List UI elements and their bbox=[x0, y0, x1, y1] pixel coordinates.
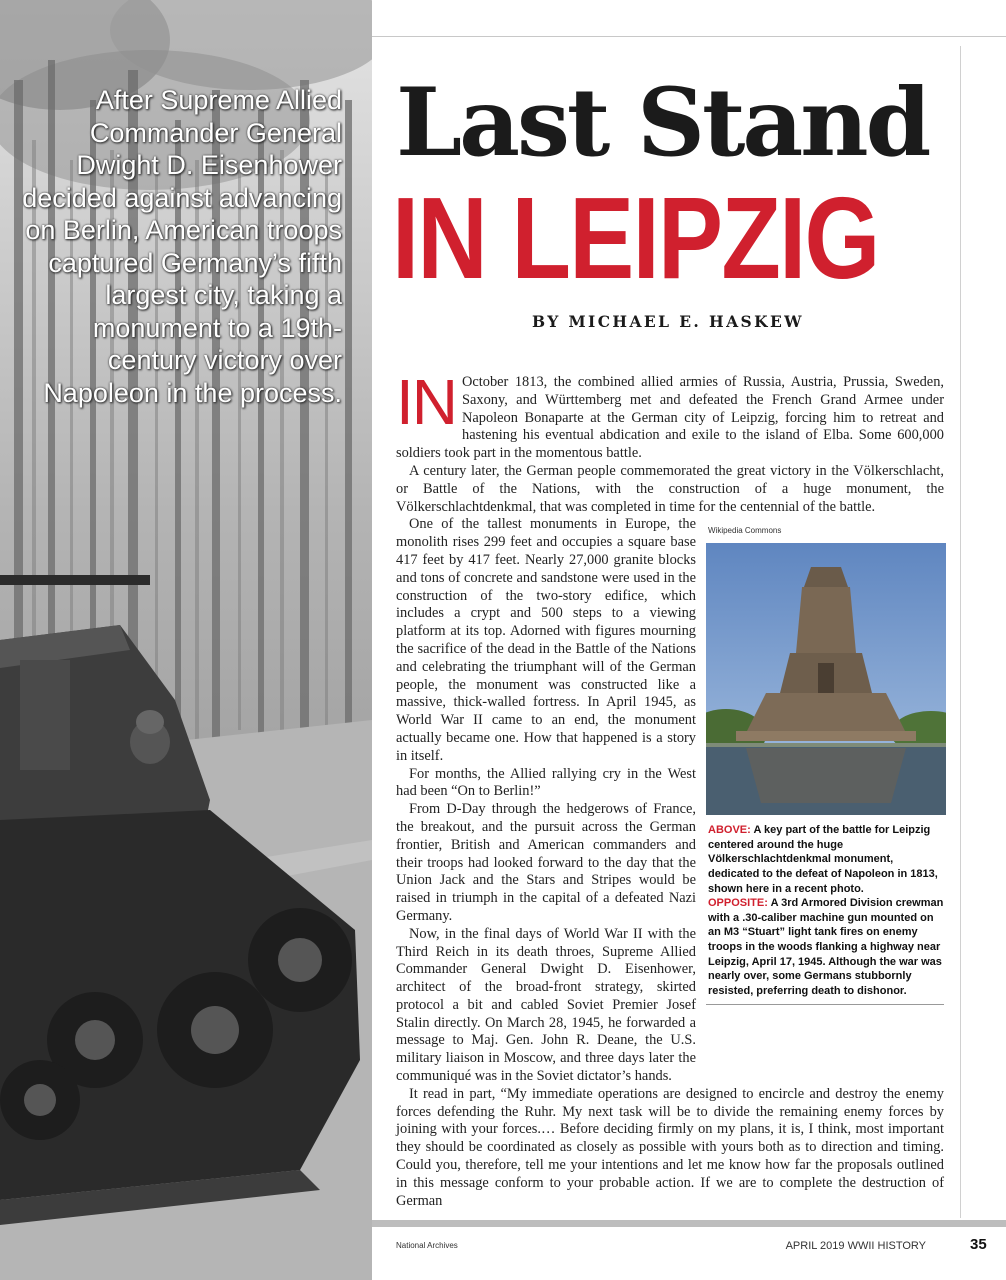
article-paragraph-1-text: October 1813, the combined allied armies of Russia, Austria, Prussia, Sweden, Saxony, and Württemberg met and defeated the French Grand Armee under Napoleon Bonaparte at the German city of Leipzig, forcing him to retreat and hastening his eventual abdication and exile to the island of Elba. Some 600,000 soldiers took part in the momentous battle. bbox=[396, 374, 944, 462]
article-paragraph-6: Now, in the final days of World War II with the Third Reich in its death throes, Supreme Allied Commander General Dwight D. Eisenhower, architect of the broad-front strategy, skirted protocol a bit and cabled Soviet Premier Josef Stalin directly. On March 28, 1945, he forwarded a message to Maj. Gen. John R. Deane, the U.S. military liaison in Moscow, and three days later the communiqué was in the Soviet dictator’s hands. bbox=[396, 925, 696, 1085]
caption-rule bbox=[706, 1004, 944, 1005]
issue-date: APRIL 2019 bbox=[785, 1240, 845, 1252]
caption-above-text: A key part of the battle for Leipzig centered around the huge Völkerschlachtdenkmal monument, dedicated to the defeat of Napoleon in 1813, shown here in a recent photo. bbox=[708, 824, 938, 895]
caption-opposite-text: A 3rd Armored Division crewman with a .30-caliber machine gun mounted on an M3 “Stuart” light tank fires on enemy troops in the woods flanking a highway near Leipzig, April 17, 1945. Although the war was nearly over, some Germans stubbornly resisted, preferring death to dishonor. bbox=[708, 897, 944, 997]
pull-quote-blurb: After Supreme Allied Commander General Dwight D. Eisenhower decided against advancing on Berlin, American troops captured Germany’s fifth largest city, taking a monument to a 19th-century victory over Napoleon in the process. bbox=[22, 85, 342, 408]
caption-opposite-label: OPPOSITE: bbox=[708, 897, 768, 910]
headline-line-1: Last Stand bbox=[396, 68, 929, 178]
article-paragraph-7: It read in part, “My immediate operations are designed to encircle and destroy the enemy forces defending the Ruhr. My next task will be to divide the remaining enemy forces by joining with your forces.… Before deciding firmly on my plans, it is, I think, most important they should be coordinated as closely as possible with yours both as to direction and timing. Could you, therefore, tell me your intentions and let me know how far the proposals outlined in this message conform to your probable action. If we are to complete the destruction of German bbox=[396, 1085, 944, 1209]
figure-monument bbox=[706, 522, 944, 1052]
magazine-name: WWII HISTORY bbox=[847, 1240, 926, 1252]
drop-cap: IN bbox=[396, 366, 456, 438]
monument-photo bbox=[706, 543, 946, 815]
headline-line-2: IN LEIPZIG bbox=[392, 173, 879, 303]
article-paragraph-1 bbox=[396, 366, 944, 463]
right-rule bbox=[960, 46, 961, 1218]
opposite-photo bbox=[0, 0, 372, 1280]
article-body bbox=[396, 366, 944, 1210]
top-rule bbox=[372, 36, 1006, 37]
article-paragraph-5: From D-Day through the hedgerows of France, the breakout, and the pursuit across the German frontier, British and American commanders and their troops had looked forward to the day that the Union Jack and the Stars and Stripes would be raised in triumph in the capital of a defeated Nazi Germany. bbox=[396, 801, 696, 924]
byline: BY MICHAEL E. HASKEW bbox=[532, 312, 804, 331]
figure-credit: Wikipedia Commons bbox=[708, 526, 782, 536]
page-number: 35 bbox=[970, 1236, 987, 1253]
bottom-rule bbox=[372, 1220, 1006, 1227]
figure-caption bbox=[708, 823, 944, 998]
caption-above-label: ABOVE: bbox=[708, 824, 751, 837]
photo-credit: National Archives bbox=[396, 1241, 458, 1250]
article-paragraph-2: A century later, the German people commemorated the great victory in the Völkerschlacht, or Battle of the Nations, with the construction of a huge monument, the Völkerschlachtdenkmal, that was completed in time for the centennial of the battle. bbox=[396, 462, 944, 515]
article-paragraph-4: For months, the Allied rallying cry in the West had been “On to Berlin!” bbox=[396, 765, 696, 800]
article-paragraph-3-text: One of the tallest monuments in Europe, the monolith rises 299 feet and occupies a square base 417 feet by 417 feet. Nearly 27,000 granite blocks and tons of concrete and sandstone were used in the construction of the two-story edifice, which includes a crypt and 500 steps to a viewing platform at its top. Adorned with figures mourning the sacrifice of the dead in the Battle of the Nations and celebrating the triumphant will of the German people, the monument was constructed like a massive, thick-walled fortress. In April 1945, as World War II came to an end, the monument actually became one. How that happened is a story in itself. bbox=[396, 516, 696, 764]
issue-line bbox=[786, 1240, 926, 1252]
